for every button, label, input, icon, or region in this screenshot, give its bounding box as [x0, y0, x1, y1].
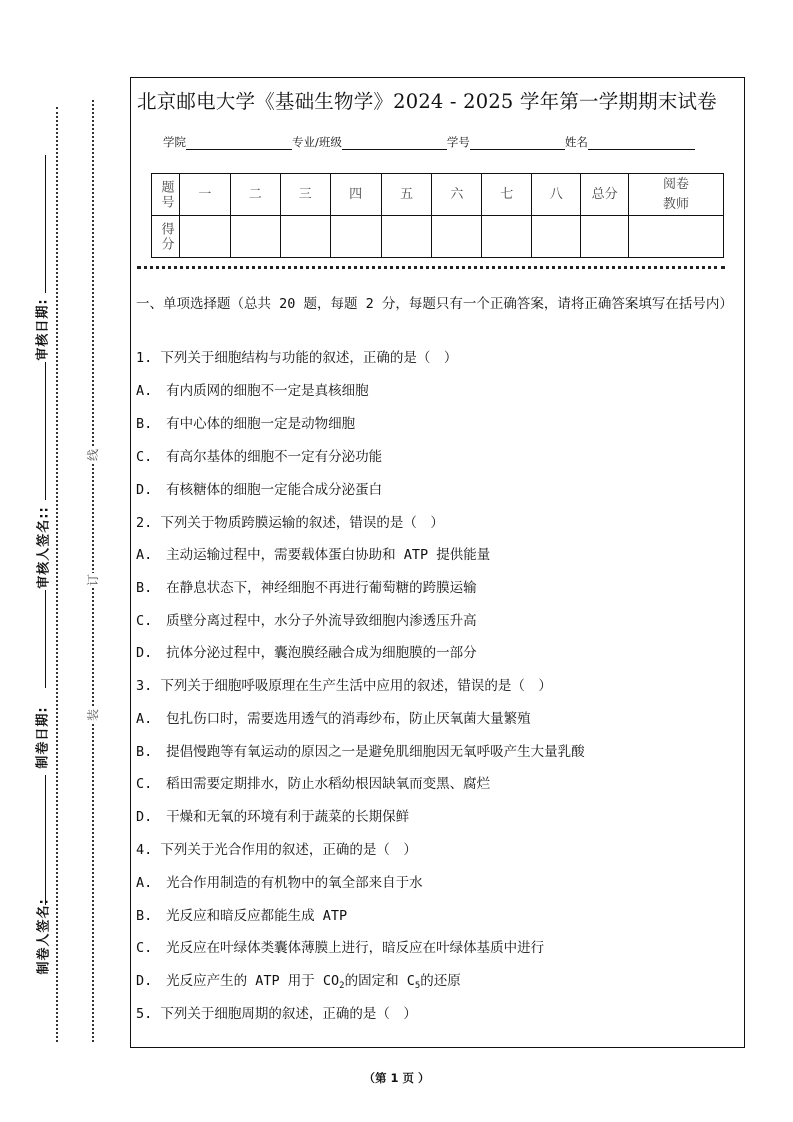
col-header: 六: [432, 174, 482, 216]
exam-title: 北京邮电大学《基础生物学》2024 - 2025 学年第一学期期末试卷: [137, 90, 717, 113]
name-field[interactable]: [588, 135, 695, 150]
score-table-score-row: [152, 216, 724, 258]
question-2-stem: 2. 下列关于物质跨膜运输的叙述，错误的是（ ）: [136, 515, 444, 531]
score-cell[interactable]: [230, 216, 280, 258]
review-date-underline: [45, 155, 46, 293]
binding-dotted-line-outer: [56, 107, 58, 1042]
q3-option-c[interactable]: [136, 772, 490, 792]
score-cell[interactable]: [330, 216, 381, 258]
option-label: A.: [136, 383, 153, 399]
q1-option-c[interactable]: [136, 445, 382, 465]
option-text-part: 的还原: [420, 973, 461, 989]
score-table: [151, 173, 724, 258]
option-text: 主动运输过程中，需要载体蛋白协助和 ATP 提供能量: [166, 547, 491, 563]
dotted-separator: [137, 266, 725, 269]
page-number: （第 1 页 ）: [363, 1071, 430, 1085]
option-label: D.: [136, 973, 153, 989]
option-text: 提倡慢跑等有氧运动的原因之一是避免肌细胞因无氧呼吸产生大量乳酸: [166, 744, 585, 760]
review-date-label: 审核日期:: [35, 298, 51, 361]
q2-option-a[interactable]: [136, 543, 490, 563]
option-label: B.: [136, 416, 153, 432]
option-text-part: 光反应产生的 ATP 用于 CO: [166, 973, 340, 989]
score-cell[interactable]: [179, 216, 230, 258]
option-text: 在静息状态下，神经细胞不再进行葡萄糖的跨膜运输: [166, 580, 477, 596]
option-label: C.: [136, 776, 153, 792]
option-label: B.: [136, 580, 153, 596]
option-label: A.: [136, 711, 153, 727]
option-label: C.: [136, 449, 153, 465]
q1-option-d[interactable]: [136, 478, 382, 498]
student-id-field[interactable]: [470, 135, 565, 150]
name-label: 姓名: [564, 135, 588, 149]
option-text: 有高尔基体的细胞不一定有分泌功能: [166, 449, 383, 465]
cut-mark-line: 线: [86, 449, 100, 462]
question-number-label: 题号: [152, 174, 180, 216]
section-1-heading: 一、单项选择题（总共 20 题，每题 2 分，每题只有一个正确答案，请将正确答案填写在括号内）: [136, 296, 733, 312]
binding-dotted-line-inner: [92, 100, 94, 1042]
option-label: B.: [136, 744, 153, 760]
q3-option-b[interactable]: [136, 740, 585, 760]
q4-option-b[interactable]: [136, 904, 347, 924]
option-text: 干燥和无氧的环境有利于蔬菜的长期保鲜: [166, 809, 410, 825]
option-text-part: 的固定和 C: [344, 973, 415, 989]
option-text: 有中心体的细胞一定是动物细胞: [166, 416, 356, 432]
score-cell[interactable]: [532, 216, 581, 258]
reviewer-signature-label: 审核人签名::: [36, 506, 52, 589]
score-cell[interactable]: [482, 216, 532, 258]
score-table-header-row: [152, 174, 724, 216]
option-text: 有内质网的细胞不一定是真核细胞: [166, 383, 369, 399]
score-cell-grader[interactable]: [629, 216, 724, 258]
option-text: 光反应和暗反应都能生成 ATP: [166, 908, 348, 924]
option-label: C.: [136, 940, 153, 956]
q4-option-d[interactable]: [136, 969, 461, 991]
col-header: 八: [532, 174, 581, 216]
q2-option-c[interactable]: [136, 609, 477, 629]
option-label: B.: [136, 908, 153, 924]
score-label: 得分: [152, 216, 180, 258]
option-text: 质壁分离过程中，水分子外流导致细胞内渗透压升高: [166, 613, 477, 629]
option-label: D.: [136, 482, 153, 498]
q1-option-a[interactable]: [136, 379, 369, 399]
option-text: 稻田需要定期排水，防止水稻幼根因缺氧而变黑、腐烂: [166, 776, 491, 792]
option-text: 光反应在叶绿体类囊体薄膜上进行，暗反应在叶绿体基质中进行: [166, 940, 545, 956]
q1-option-b[interactable]: [136, 412, 355, 432]
paper-date-underline: [45, 775, 46, 905]
option-label: A.: [136, 547, 153, 563]
major-class-label: 专业/班级: [292, 135, 342, 149]
option-label: A.: [136, 875, 153, 891]
major-class-field[interactable]: [342, 135, 447, 150]
student-id-label: 学号: [446, 135, 470, 149]
paper-date-label: 制卷日期:: [35, 706, 51, 769]
col-header: 三: [280, 174, 330, 216]
option-label: C.: [136, 613, 153, 629]
col-header: 一: [179, 174, 230, 216]
student-info-row: [163, 130, 723, 150]
cut-mark-bind: 订: [86, 574, 100, 587]
question-3-stem: 3. 下列关于细胞呼吸原理在生产生活中应用的叙述，错误的是（ ）: [136, 678, 552, 694]
question-1-stem: 1. 下列关于细胞结构与功能的叙述，正确的是（ ）: [136, 350, 458, 366]
option-text: [166, 973, 461, 989]
score-cell-total[interactable]: [581, 216, 629, 258]
option-label: D.: [136, 809, 153, 825]
reviewer-signature-underline: [45, 590, 46, 688]
option-text: 包扎伤口时，需要选用透气的消毒纱布，防止厌氧菌大量繁殖: [166, 711, 531, 727]
col-header: 七: [482, 174, 532, 216]
option-text: 有核糖体的细胞一定能合成分泌蛋白: [166, 482, 383, 498]
option-text: 光合作用制造的有机物中的氧全部来自于水: [166, 875, 423, 891]
question-4-stem: 4. 下列关于光合作用的叙述，正确的是（ ）: [136, 842, 417, 858]
col-header: 二: [230, 174, 280, 216]
score-cell[interactable]: [432, 216, 482, 258]
q3-option-d[interactable]: [136, 805, 409, 825]
cut-mark-staple: 装: [86, 709, 100, 722]
score-cell[interactable]: [381, 216, 432, 258]
option-label: D.: [136, 645, 153, 661]
college-label: 学院: [163, 135, 186, 149]
col-header-grader: [629, 174, 724, 216]
subscript: 2: [339, 981, 345, 991]
question-5-stem: 5. 下列关于细胞周期的叙述，正确的是（ ）: [136, 1006, 417, 1022]
col-header: 五: [381, 174, 432, 216]
review-date-underline-2: [45, 362, 46, 500]
q4-option-c[interactable]: [136, 936, 544, 956]
subscript: 5: [414, 981, 421, 991]
q4-option-a[interactable]: [136, 871, 423, 891]
q2-option-b[interactable]: [136, 576, 477, 596]
paper-author-signature-label: 制卷人签名:: [36, 898, 52, 975]
q2-option-d[interactable]: [136, 641, 477, 661]
score-cell[interactable]: [280, 216, 330, 258]
col-header-total: 总分: [581, 174, 629, 216]
col-header: 四: [330, 174, 381, 216]
option-text: 抗体分泌过程中，囊泡膜经融合成为细胞膜的一部分: [166, 645, 477, 661]
grader-label: 阅卷教师: [663, 176, 690, 212]
college-field[interactable]: [186, 135, 292, 150]
q3-option-a[interactable]: [136, 707, 531, 727]
